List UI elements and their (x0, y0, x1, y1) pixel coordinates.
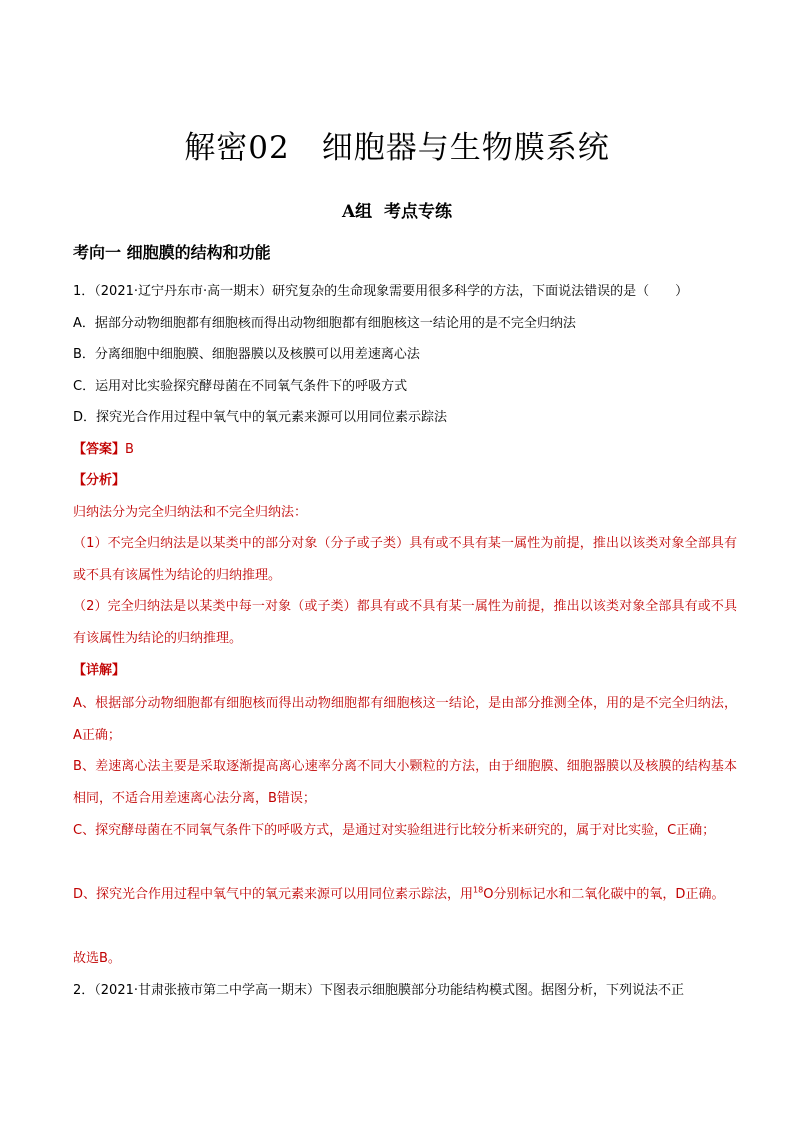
detail-d-text-end: O分别标记水和二氧化碳中的氧，D正确。 (483, 887, 725, 902)
analysis-tag: 【分析】 (73, 473, 126, 488)
detail-a: A、根据部分动物细胞都有细胞核而得出动物细胞都有细胞核这一结论，是由部分推测全体，用的是不完全归纳法，A正确； (73, 696, 737, 743)
question-1-stem: 1．（2021·辽宁丹东市·高一期末）研究复杂的生命现象需要用很多科学的方法，下面说法错误的是（ ） (73, 284, 689, 299)
analysis-point-2: （2）完全归纳法是以某类中每一对象（或子类）都具有或不具有某一属性为前提，推出以该类对象全部具有或不具有该属性为结论的归纳推理。 (73, 599, 737, 646)
question-1-option-d: D．探究光合作用过程中氧气中的氧元素来源可以用同位素示踪法 (73, 410, 448, 425)
group-title: A组 考点专练 (341, 202, 453, 222)
analysis-intro: 归纳法分为完全归纳法和不完全归纳法： (73, 505, 308, 520)
isotope-mass-number: 18 (473, 885, 484, 895)
detail-tag: 【详解】 (73, 663, 126, 678)
detail-b: B、差速离心法主要是采取逐渐提高离心速率分离不同大小颗粒的方法，由于细胞膜、细胞器膜以及核膜的结构基本相同，不适合用差速离心法分离，B错误； (73, 759, 737, 806)
question-2-stem: 2．（2021·甘肃张掖市第二中学高一期末）下图表示细胞膜部分功能结构模式图。据图分析，下列说法不正 (73, 983, 684, 998)
answer-value: B (125, 442, 134, 457)
question-1-option-a: A．据部分动物细胞都有细胞核而得出动物细胞都有细胞核这一结论用的是不完全归纳法 (73, 316, 576, 331)
detail-d (73, 879, 737, 911)
choose-line: 故选B。 (73, 951, 121, 966)
detail-d-text: D、探究光合作用过程中氧气中的氧元素来源可以用同位素示踪法，用 (73, 887, 474, 902)
answer-tag: 【答案】 (73, 442, 126, 457)
question-1-option-c: C．运用对比实验探究酵母菌在不同氧气条件下的呼吸方式 (73, 379, 408, 394)
analysis-point-1: （1）不完全归纳法是以某类中的部分对象（分子或子类）具有或不具有某一属性为前提，推出以该类对象全部具有或不具有该属性为结论的归纳推理。 (73, 536, 737, 583)
answer-line (73, 440, 134, 460)
detail-c: C、探究酵母菌在不同氧气条件下的呼吸方式，是通过对实验组进行比较分析来研究的，属于对比实验，C正确； (73, 823, 716, 838)
page-title: 解密02 细胞器与生物膜系统 (184, 130, 610, 166)
section-title: 考向一 细胞膜的结构和功能 (73, 243, 271, 262)
question-1-option-b: B．分离细胞中细胞膜、细胞器膜以及核膜可以用差速离心法 (73, 347, 420, 362)
